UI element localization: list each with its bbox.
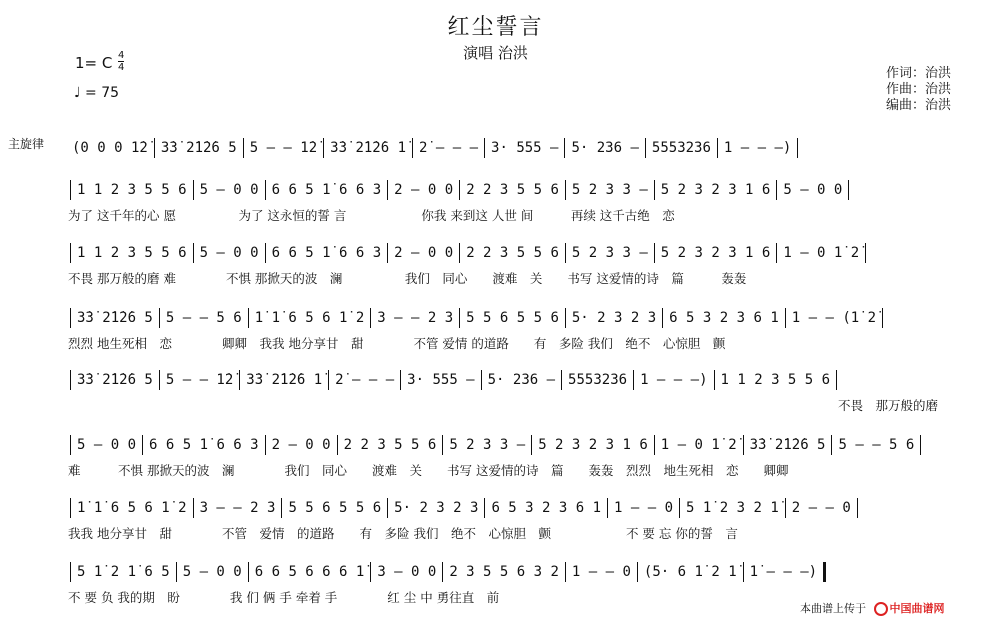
- barline: [400, 370, 401, 390]
- measure: 6 6 5 1̇ 6 6 3: [271, 245, 382, 261]
- measure: 3· 555 –: [491, 140, 559, 156]
- barline: [387, 243, 388, 263]
- barline: [743, 562, 744, 582]
- measure: 5 – 0 0: [77, 437, 137, 453]
- measure: 5 1̇ 2 1̇ 6 5: [77, 564, 170, 580]
- measure: 2 2 3 5 5 6: [466, 245, 559, 261]
- measure: 1 – 0 1̇ 2̇: [783, 245, 860, 261]
- measure: 5· 236 –: [571, 140, 639, 156]
- score-system: [68, 180, 968, 240]
- measure: 1 – 0 1̇ 2̇: [660, 437, 737, 453]
- notes-line: [68, 180, 851, 202]
- barline: [70, 308, 71, 328]
- measure: 5 – 0 0: [182, 564, 242, 580]
- barline: [442, 435, 443, 455]
- barline: [848, 180, 849, 200]
- measure: 1̇ 1̇ 6 5 6 1̇ 2: [77, 500, 187, 516]
- measure: 5· 236 –: [487, 372, 556, 388]
- barline: [654, 435, 655, 455]
- score-system: [68, 243, 968, 303]
- lyrics-line: 不 要 负 我的期 盼 我 们 俩 手 牵着 手 红 尘 中 勇往直 前: [68, 590, 500, 605]
- measure: 1 1 2 3 5 5 6: [720, 372, 831, 388]
- notes-line: [68, 138, 800, 160]
- barline: [776, 180, 777, 200]
- barline: [565, 180, 566, 200]
- measure: 3̇3̇ 2̇1̇2̇6 1̇: [330, 140, 407, 156]
- measure: 6 6 5 1̇ 6 6 3: [271, 182, 382, 198]
- barline: [154, 138, 155, 158]
- measure: 5· 2 3 2 3: [394, 500, 479, 516]
- arranger-credit: 编曲：治洪: [886, 98, 952, 113]
- measure: 3 – – 2 3: [377, 310, 454, 326]
- barline: [412, 138, 413, 158]
- barline: [654, 180, 655, 200]
- lyrics-line: 为了 这千年的心 愿 为了 这永恒的誓 言 你我 来到这 人世 间 再续 这千古绝 恋: [68, 208, 675, 223]
- barline: [654, 243, 655, 263]
- barline: [281, 498, 282, 518]
- measure: 3̇3̇ 2̇1̇2̇6 5: [77, 372, 153, 388]
- measure: 5· 2 3 2 3: [571, 310, 657, 326]
- barline: [481, 370, 482, 390]
- barline: [193, 180, 194, 200]
- measure: 2 2 3 5 5 6: [466, 182, 559, 198]
- time-signature-bottom: 4: [118, 62, 125, 73]
- measure: 5 – – 1̇2̇: [249, 140, 318, 156]
- composer-credit: 作曲：治洪: [886, 82, 952, 97]
- measure: 5 – – 1̇2̇: [165, 372, 234, 388]
- barline: [607, 498, 608, 518]
- credits: [886, 66, 951, 114]
- time-signature: [118, 50, 124, 73]
- performer-line: 演唱 治洪: [463, 44, 528, 62]
- barline: [662, 308, 663, 328]
- barline: [645, 138, 646, 158]
- barline: [785, 498, 786, 518]
- lyrics-line: 不畏 那万般的磨 难 不惧 那掀天的波 澜 我们 同心 渡难 关 书写 这爱情的诗 篇 轰轰: [68, 271, 747, 286]
- barline: [564, 138, 565, 158]
- measure: 5553236: [568, 372, 628, 388]
- barline: [265, 180, 266, 200]
- notes-line: [68, 498, 860, 520]
- measure: 5 2 3 3 –: [449, 437, 526, 453]
- measure: 1 1 2 3 5 5 6: [77, 182, 187, 198]
- barline: [679, 498, 680, 518]
- notes-line: [68, 370, 839, 392]
- barline: [857, 498, 858, 518]
- measure: 6 6 5 6 6 6 1̇: [254, 564, 365, 580]
- barline: [243, 138, 244, 158]
- barline: [387, 498, 388, 518]
- barline: [565, 562, 566, 582]
- barline: [531, 435, 532, 455]
- barline: [743, 435, 744, 455]
- barline: [920, 435, 921, 455]
- notes-line: [68, 435, 923, 457]
- barline: [459, 308, 460, 328]
- barline: [831, 435, 832, 455]
- measure: 1 – – –): [640, 372, 708, 388]
- measure: 2 2 3 5 5 6: [343, 437, 437, 453]
- barline: [159, 308, 160, 328]
- measure: 5 2 3 2 3 1 6: [660, 182, 771, 198]
- barline: [248, 562, 249, 582]
- notes-line: [68, 308, 885, 330]
- notes-line: [68, 243, 868, 265]
- measure: 6 5 3 2 3 6 1: [669, 310, 779, 326]
- barline: [637, 562, 638, 582]
- barline: [459, 180, 460, 200]
- measure: 1 – – (1̇ 2̇: [791, 310, 877, 326]
- measure: 3̇3̇ 2̇1̇2̇6 5: [160, 140, 237, 156]
- barline: [70, 370, 71, 390]
- lyrics-line: 难 不惧 那掀天的波 澜 我们 同心 渡难 关 书写 这爱情的诗 篇 轰轰 烈烈 地生死相 恋 卿卿: [68, 463, 789, 478]
- measure: 2 – 0 0: [394, 245, 454, 261]
- measure: 5 1̇ 2 3 2 1̇: [686, 500, 779, 516]
- measure: 6 5 3 2 3 6 1: [491, 500, 602, 516]
- key-signature: 1= C: [75, 54, 113, 72]
- notes-line: [68, 562, 826, 584]
- barline: [561, 370, 562, 390]
- measure: 2 – – 0: [791, 500, 851, 516]
- measure: 5 5 6 5 5 6: [288, 500, 382, 516]
- measure: 5 – 0 0: [783, 182, 843, 198]
- measure: 1 1 2 3 5 5 6: [77, 245, 187, 261]
- barline: [265, 243, 266, 263]
- barline: [370, 308, 371, 328]
- barline: [717, 138, 718, 158]
- barline: [484, 498, 485, 518]
- measure: 5 – 0 0: [199, 182, 259, 198]
- measure: 2̇ – – –: [419, 140, 479, 156]
- site-logo: [874, 600, 945, 616]
- barline: [714, 370, 715, 390]
- barline: [248, 308, 249, 328]
- measure: 2 – 0 0: [394, 182, 454, 198]
- barline: [323, 138, 324, 158]
- final-barline: [823, 562, 826, 582]
- measure: 5 2 3 2 3 1 6: [660, 245, 771, 261]
- measure: 1 – – 0: [571, 564, 631, 580]
- measure: 5 5 6 5 5 6: [466, 310, 559, 326]
- barline: [70, 562, 71, 582]
- upload-text: 本曲谱上传于: [800, 602, 866, 615]
- barline: [265, 435, 266, 455]
- measure: 3̇3̇ 2̇1̇2̇6 1̇: [246, 372, 323, 388]
- barline: [239, 370, 240, 390]
- measure: 3̇3̇ 2̇1̇2̇6 5: [77, 310, 153, 326]
- measure: 1̇ 1̇ 6 5 6 1̇ 2: [254, 310, 365, 326]
- barline: [193, 243, 194, 263]
- measure: 3 – 0 0: [377, 564, 437, 580]
- barline: [442, 562, 443, 582]
- measure: 1 – – 0: [614, 500, 674, 516]
- measure: 5 – 0 0: [199, 245, 259, 261]
- time-signature-top: 4: [118, 50, 125, 61]
- score-system: [68, 370, 968, 430]
- barline: [484, 138, 485, 158]
- barline: [159, 370, 160, 390]
- measure: 2 – 0 0: [271, 437, 331, 453]
- barline: [785, 308, 786, 328]
- barline: [176, 562, 177, 582]
- site-name: 中国曲谱网: [889, 602, 945, 615]
- measure: (5· 6 1̇ 2 1̇: [643, 564, 737, 580]
- measure: 3 – – 2 3: [199, 500, 276, 516]
- barline: [797, 138, 798, 158]
- barline: [70, 498, 71, 518]
- lyricist-credit: 作词：治洪: [886, 66, 952, 81]
- measure: 5 – – 5 6: [838, 437, 915, 453]
- measure: 1 – – –): [723, 140, 792, 156]
- barline: [565, 308, 566, 328]
- measure: 5 2 3 3 –: [571, 182, 648, 198]
- measure: (0 0 0 1̇2̇: [72, 140, 148, 156]
- barline: [865, 243, 866, 263]
- barline: [70, 435, 71, 455]
- measure: 6 6 5 1̇ 6 6 3: [149, 437, 259, 453]
- barline: [70, 243, 71, 263]
- barline: [565, 243, 566, 263]
- score-system: [68, 435, 968, 495]
- barline: [370, 562, 371, 582]
- score-system: [68, 498, 968, 558]
- barline: [70, 180, 71, 200]
- score-system: [68, 308, 968, 368]
- measure: 2̇ – – –: [335, 372, 395, 388]
- measure: 5553236: [651, 140, 711, 156]
- barline: [387, 180, 388, 200]
- measure: 2 3 5 5 6 3 2: [449, 564, 559, 580]
- barline: [776, 243, 777, 263]
- measure: 1̇ – – –): [749, 564, 818, 580]
- barline: [882, 308, 883, 328]
- lyrics-line: 烈烈 地生死相 恋 卿卿 我我 地分享甘 甜 不管 爱情 的道路 有 多险 我们 绝不 心惊胆 颤: [68, 336, 726, 351]
- barline: [328, 370, 329, 390]
- barline: [836, 370, 837, 390]
- lyrics-line: 不畏 那万般的磨: [838, 398, 939, 413]
- measure: 5 2 3 2 3 1 6: [538, 437, 648, 453]
- barline: [142, 435, 143, 455]
- tempo-marking: ♩ = 75: [74, 85, 120, 101]
- measure: 5 – – 5 6: [165, 310, 242, 326]
- measure: 3· 555 –: [407, 372, 475, 388]
- footer: [800, 600, 945, 616]
- barline: [459, 243, 460, 263]
- measure: 3̇3̇ 2̇1̇2̇6 5: [749, 437, 826, 453]
- lyrics-line: 我我 地分享甘 甜 不管 爱情 的道路 有 多险 我们 绝不 心惊胆 颤 不 要 忘 你的誓 言: [68, 526, 738, 541]
- barline: [633, 370, 634, 390]
- site-logo-icon: [874, 602, 888, 616]
- part-label: 主旋律: [8, 137, 45, 151]
- song-title: 红尘誓言: [447, 15, 544, 40]
- barline: [193, 498, 194, 518]
- measure: 5 2 3 3 –: [571, 245, 648, 261]
- barline: [337, 435, 338, 455]
